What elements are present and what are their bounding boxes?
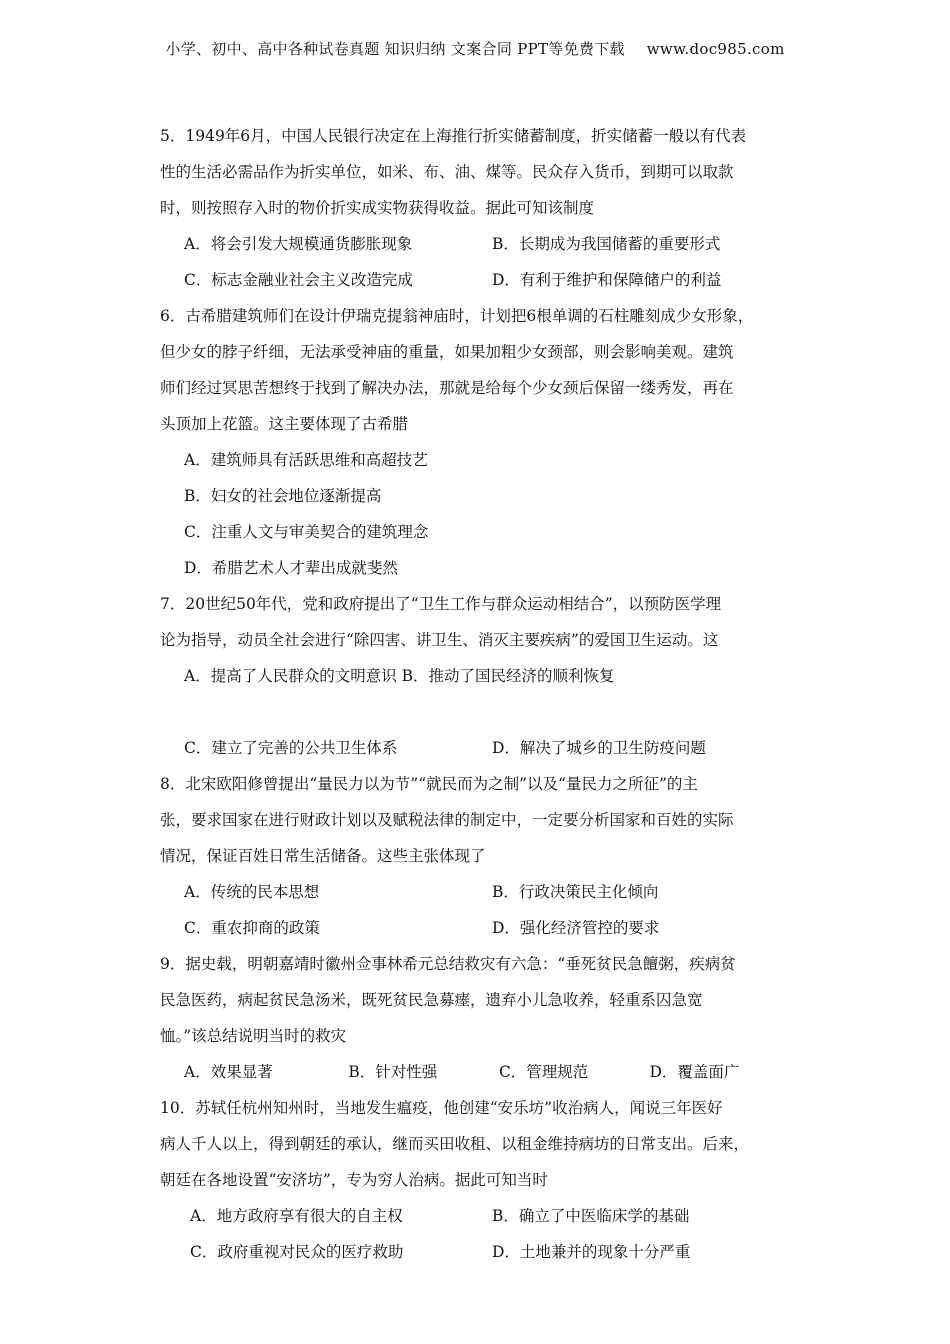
question-stem-line: 10．苏轼任杭州知州时，当地发生瘟疫，他创建“安乐坊”收治病人，闻说三年医好: [160, 1099, 723, 1117]
question-6: [160, 298, 800, 586]
page-header: [0, 38, 950, 59]
option-a: A．效果显著: [184, 1063, 273, 1081]
option-b: B．行政决策民主化倾向: [492, 883, 659, 901]
question-stem-line: 论为指导，动员全社会进行“除四害、讲卫生、消灭主要疾病”的爱国卫生运动。这: [160, 631, 719, 649]
option-a: A．传统的民本思想: [184, 883, 320, 901]
question-7: [160, 586, 800, 766]
question-stem-line: 师们经过冥思苦想终于找到了解决办法，那就是给每个少女颈后保留一缕秀发，再在: [160, 379, 734, 397]
question-stem-line: 时，则按照存入时的物价折实成实物获得收益。据此可知该制度: [160, 199, 595, 217]
question-stem-line: 但少女的脖子纤细，无法承受神庙的重量，如果加粗少女颈部，则会影响美观。建筑: [160, 343, 734, 361]
option-c: C．政府重视对民众的医疗救助: [190, 1243, 404, 1261]
question-stem-line: 朝廷在各地设置“安济坊”，专为穷人治病。据此可知当时: [160, 1171, 548, 1189]
option-d: D．覆盖面广: [649, 1063, 740, 1081]
option-d: D．土地兼并的现象十分严重: [492, 1243, 691, 1261]
option-c: C．管理规范: [498, 1063, 589, 1081]
question-8: [160, 766, 800, 946]
question-stem-line: 5．1949年6月，中国人民银行决定在上海推行折实储蓄制度，折实储蓄一般以有代表: [160, 127, 747, 145]
question-stem-line: 9．据史载，明朝嘉靖时徽州佥事林希元总结救灾有六急：“垂死贫民急饘粥，疾病贫: [160, 955, 736, 973]
question-stem-line: 8．北宋欧阳修曾提出“量民力以为节”“就民而为之制”以及“量民力之所征”的主: [160, 775, 698, 793]
option-b: B．确立了中医临床学的基础: [492, 1207, 690, 1225]
option-d: D．解决了城乡的卫生防疫问题: [492, 739, 706, 757]
option-d: D．希腊艺术人才辈出成就斐然: [184, 559, 398, 577]
question-stem-line: 民急医药，病起贫民急汤米，既死贫民急募瘗，遗弃小儿急收养，轻重系囚急宽: [160, 991, 703, 1009]
question-stem-line: 7．20世纪50年代，党和政府提出了“卫生工作与群众运动相结合”，以预防医学理: [160, 595, 722, 613]
question-stem-line: 头顶加上花篮。这主要体现了古希腊: [160, 415, 409, 433]
question-stem-line: 恤。”该总结说明当时的救灾: [160, 1027, 347, 1045]
option-d: D．强化经济管控的要求: [492, 919, 660, 937]
question-stem-line: 病人千人以上，得到朝廷的承认，继而买田收租、以租金维持病坊的日常支出。后来，: [160, 1135, 750, 1153]
question-5: [160, 118, 800, 298]
option-a: A．地方政府享有很大的自主权: [190, 1207, 403, 1225]
option-a: A．建筑师具有活跃思维和高超技艺: [184, 451, 428, 469]
question-stem-line: 6．古希腊建筑师们在设计伊瑞克提翁神庙时，计划把6根单调的石柱雕刻成少女形象，: [160, 307, 754, 325]
option-b: B．针对性强: [348, 1063, 438, 1081]
option-a-b: A．提高了人民群众的文明意识 B．推动了国民经济的顺利恢复: [184, 667, 615, 685]
option-c: C．注重人文与审美契合的建筑理念: [184, 523, 429, 541]
option-b: B．长期成为我国储蓄的重要形式: [492, 235, 721, 253]
option-c: C．标志金融业社会主义改造完成: [184, 271, 413, 289]
question-list: [160, 118, 800, 1270]
question-stem-line: 情况，保证百姓日常生活储备。这些主张体现了: [160, 847, 486, 865]
header-site: www.doc985.com: [646, 40, 785, 58]
option-a: A．将会引发大规模通货膨胀现象: [184, 235, 413, 253]
header-text: 小学、初中、高中各种试卷真题 知识归纳 文案合同 PPT等免费下载: [165, 40, 625, 58]
question-stem-line: 张，要求国家在进行财政计划以及赋税法律的制定中，一定要分析国家和百姓的实际: [160, 811, 734, 829]
question-9: [160, 946, 800, 1090]
option-b: B．妇女的社会地位逐渐提高: [184, 487, 382, 505]
option-c: C．重农抑商的政策: [184, 919, 320, 937]
option-d: D．有利于维护和保障储户的利益: [492, 271, 722, 289]
question-stem-line: 性的生活必需品作为折实单位，如米、布、油、煤等。民众存入货币，到期可以取款: [160, 163, 734, 181]
option-c: C．建立了完善的公共卫生体系: [184, 739, 398, 757]
question-10: [160, 1090, 800, 1270]
